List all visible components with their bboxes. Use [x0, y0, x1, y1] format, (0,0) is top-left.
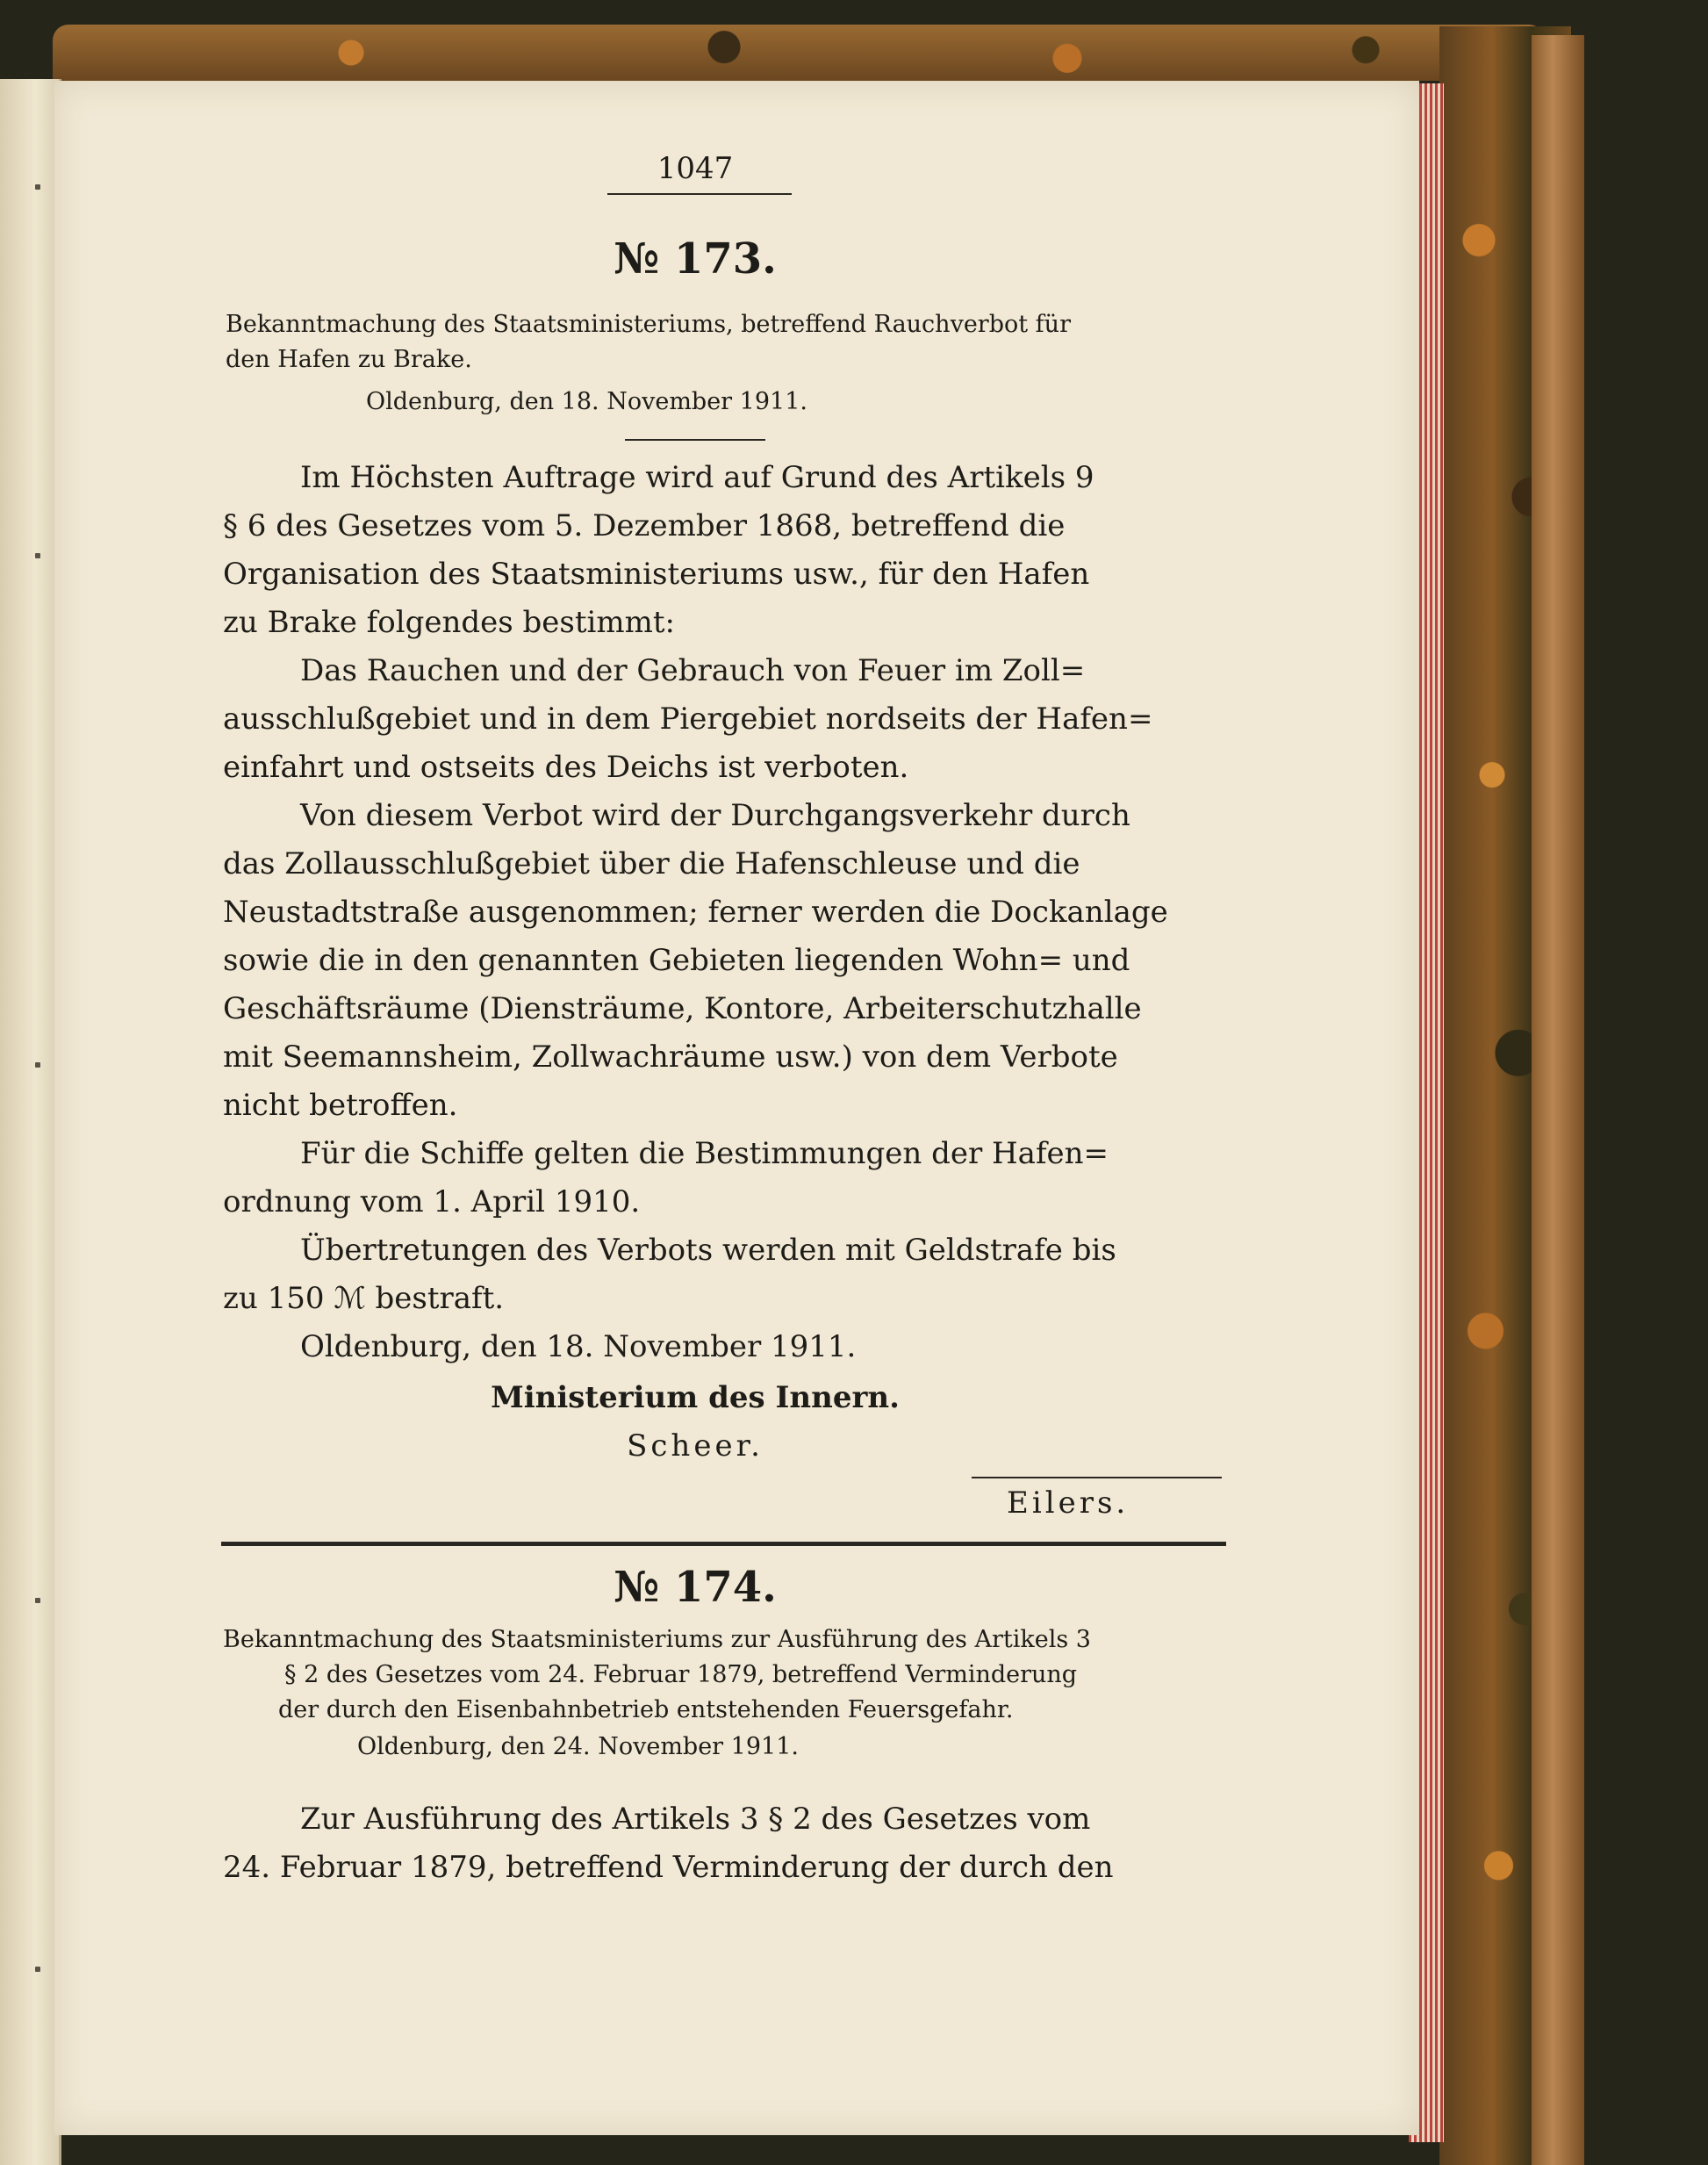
- body-173-line-16: ordnung vom 1. April 1910.: [223, 1184, 641, 1219]
- section-separator: [221, 1542, 1226, 1546]
- body-173-line-3: Organisation des Staatsministeriums usw., für den Hafen: [223, 557, 1090, 592]
- signature-rule: [972, 1477, 1222, 1478]
- heading-173-line-2: den Hafen zu Brake.: [226, 346, 472, 373]
- binding-mark: [35, 1598, 40, 1603]
- body-173-line-14: nicht betroffen.: [223, 1088, 458, 1123]
- ministry-name: Ministerium des Innern.: [491, 1380, 900, 1415]
- body-173-line-6: ausschlußgebiet und in dem Piergebiet nordseits der Hafen=: [223, 701, 1153, 737]
- binding-mark: [35, 1062, 40, 1068]
- body-173-line-15: Für die Schiffe gelten die Bestimmungen der Hafen=: [300, 1136, 1109, 1171]
- body-174-line-2: 24. Februar 1879, betreffend Verminderung der durch den: [223, 1850, 1114, 1885]
- heading-174-line-3: der durch den Eisenbahnbetrieb entstehenden Feuersgefahr.: [278, 1696, 1014, 1723]
- body-173-line-12: Geschäftsräume (Diensträume, Kontore, Arbeiterschutzhalle: [223, 991, 1142, 1026]
- binding-mark: [35, 1967, 40, 1972]
- body-173-line-7: einfahrt und ostseits des Deichs ist verboten.: [223, 750, 909, 785]
- heading-174-line-2: § 2 des Gesetzes vom 24. Februar 1879, betreffend Verminderung: [284, 1661, 1078, 1688]
- body-173-line-10: Neustadtstraße ausgenommen; ferner werden die Dockanlage: [223, 895, 1168, 930]
- leather-edge: [1532, 35, 1584, 2165]
- body-173-line-11: sowie die in den genannten Gebieten liegenden Wohn= und: [223, 943, 1130, 978]
- body-173-line-5: Das Rauchen und der Gebrauch von Feuer im Zoll=: [300, 653, 1086, 688]
- body-173-line-2: § 6 des Gesetzes vom 5. Dezember 1868, betreffend die: [223, 508, 1066, 543]
- signer-scheer: Scheer.: [627, 1428, 764, 1464]
- date-line-173: Oldenburg, den 18. November 1911.: [366, 388, 807, 415]
- date-line-174: Oldenburg, den 24. November 1911.: [357, 1733, 799, 1760]
- heading-174-line-1: Bekanntmachung des Staatsministeriums zur Ausführung des Artikels 3: [223, 1626, 1091, 1653]
- document-number-174: № 174.: [614, 1563, 777, 1612]
- body-174-line-1: Zur Ausführung des Artikels 3 § 2 des Gesetzes vom: [300, 1802, 1091, 1837]
- page-number: 1047: [657, 151, 734, 186]
- body-173-line-17: Übertretungen des Verbots werden mit Geldstrafe bis: [300, 1233, 1116, 1268]
- binding-mark: [35, 553, 40, 558]
- body-173-line-13: mit Seemannsheim, Zollwachräume usw.) von dem Verbote: [223, 1039, 1118, 1075]
- heading-rule-173: [625, 439, 765, 441]
- document-page: [54, 81, 1419, 2135]
- document-number-173: № 173.: [614, 234, 777, 284]
- body-173-line-9: das Zollausschlußgebiet über die Hafenschleuse und die: [223, 846, 1080, 881]
- facing-page-edge: [0, 79, 61, 2165]
- binding-mark: [35, 184, 40, 190]
- body-173-line-8: Von diesem Verbot wird der Durchgangsverkehr durch: [300, 798, 1130, 833]
- body-173-line-1: Im Höchsten Auftrage wird auf Grund des Artikels 9: [300, 460, 1094, 495]
- body-173-line-4: zu Brake folgendes bestimmt:: [223, 605, 675, 640]
- signer-eilers: Eilers.: [1007, 1485, 1130, 1521]
- page-number-rule: [607, 193, 792, 195]
- heading-173-line-1: Bekanntmachung des Staatsministeriums, betreffend Rauchverbot für: [226, 311, 1071, 338]
- book-cover-top: [53, 25, 1545, 81]
- body-173-line-18: zu 150 ℳ bestraft.: [223, 1281, 505, 1316]
- body-173-line-19: Oldenburg, den 18. November 1911.: [300, 1329, 857, 1364]
